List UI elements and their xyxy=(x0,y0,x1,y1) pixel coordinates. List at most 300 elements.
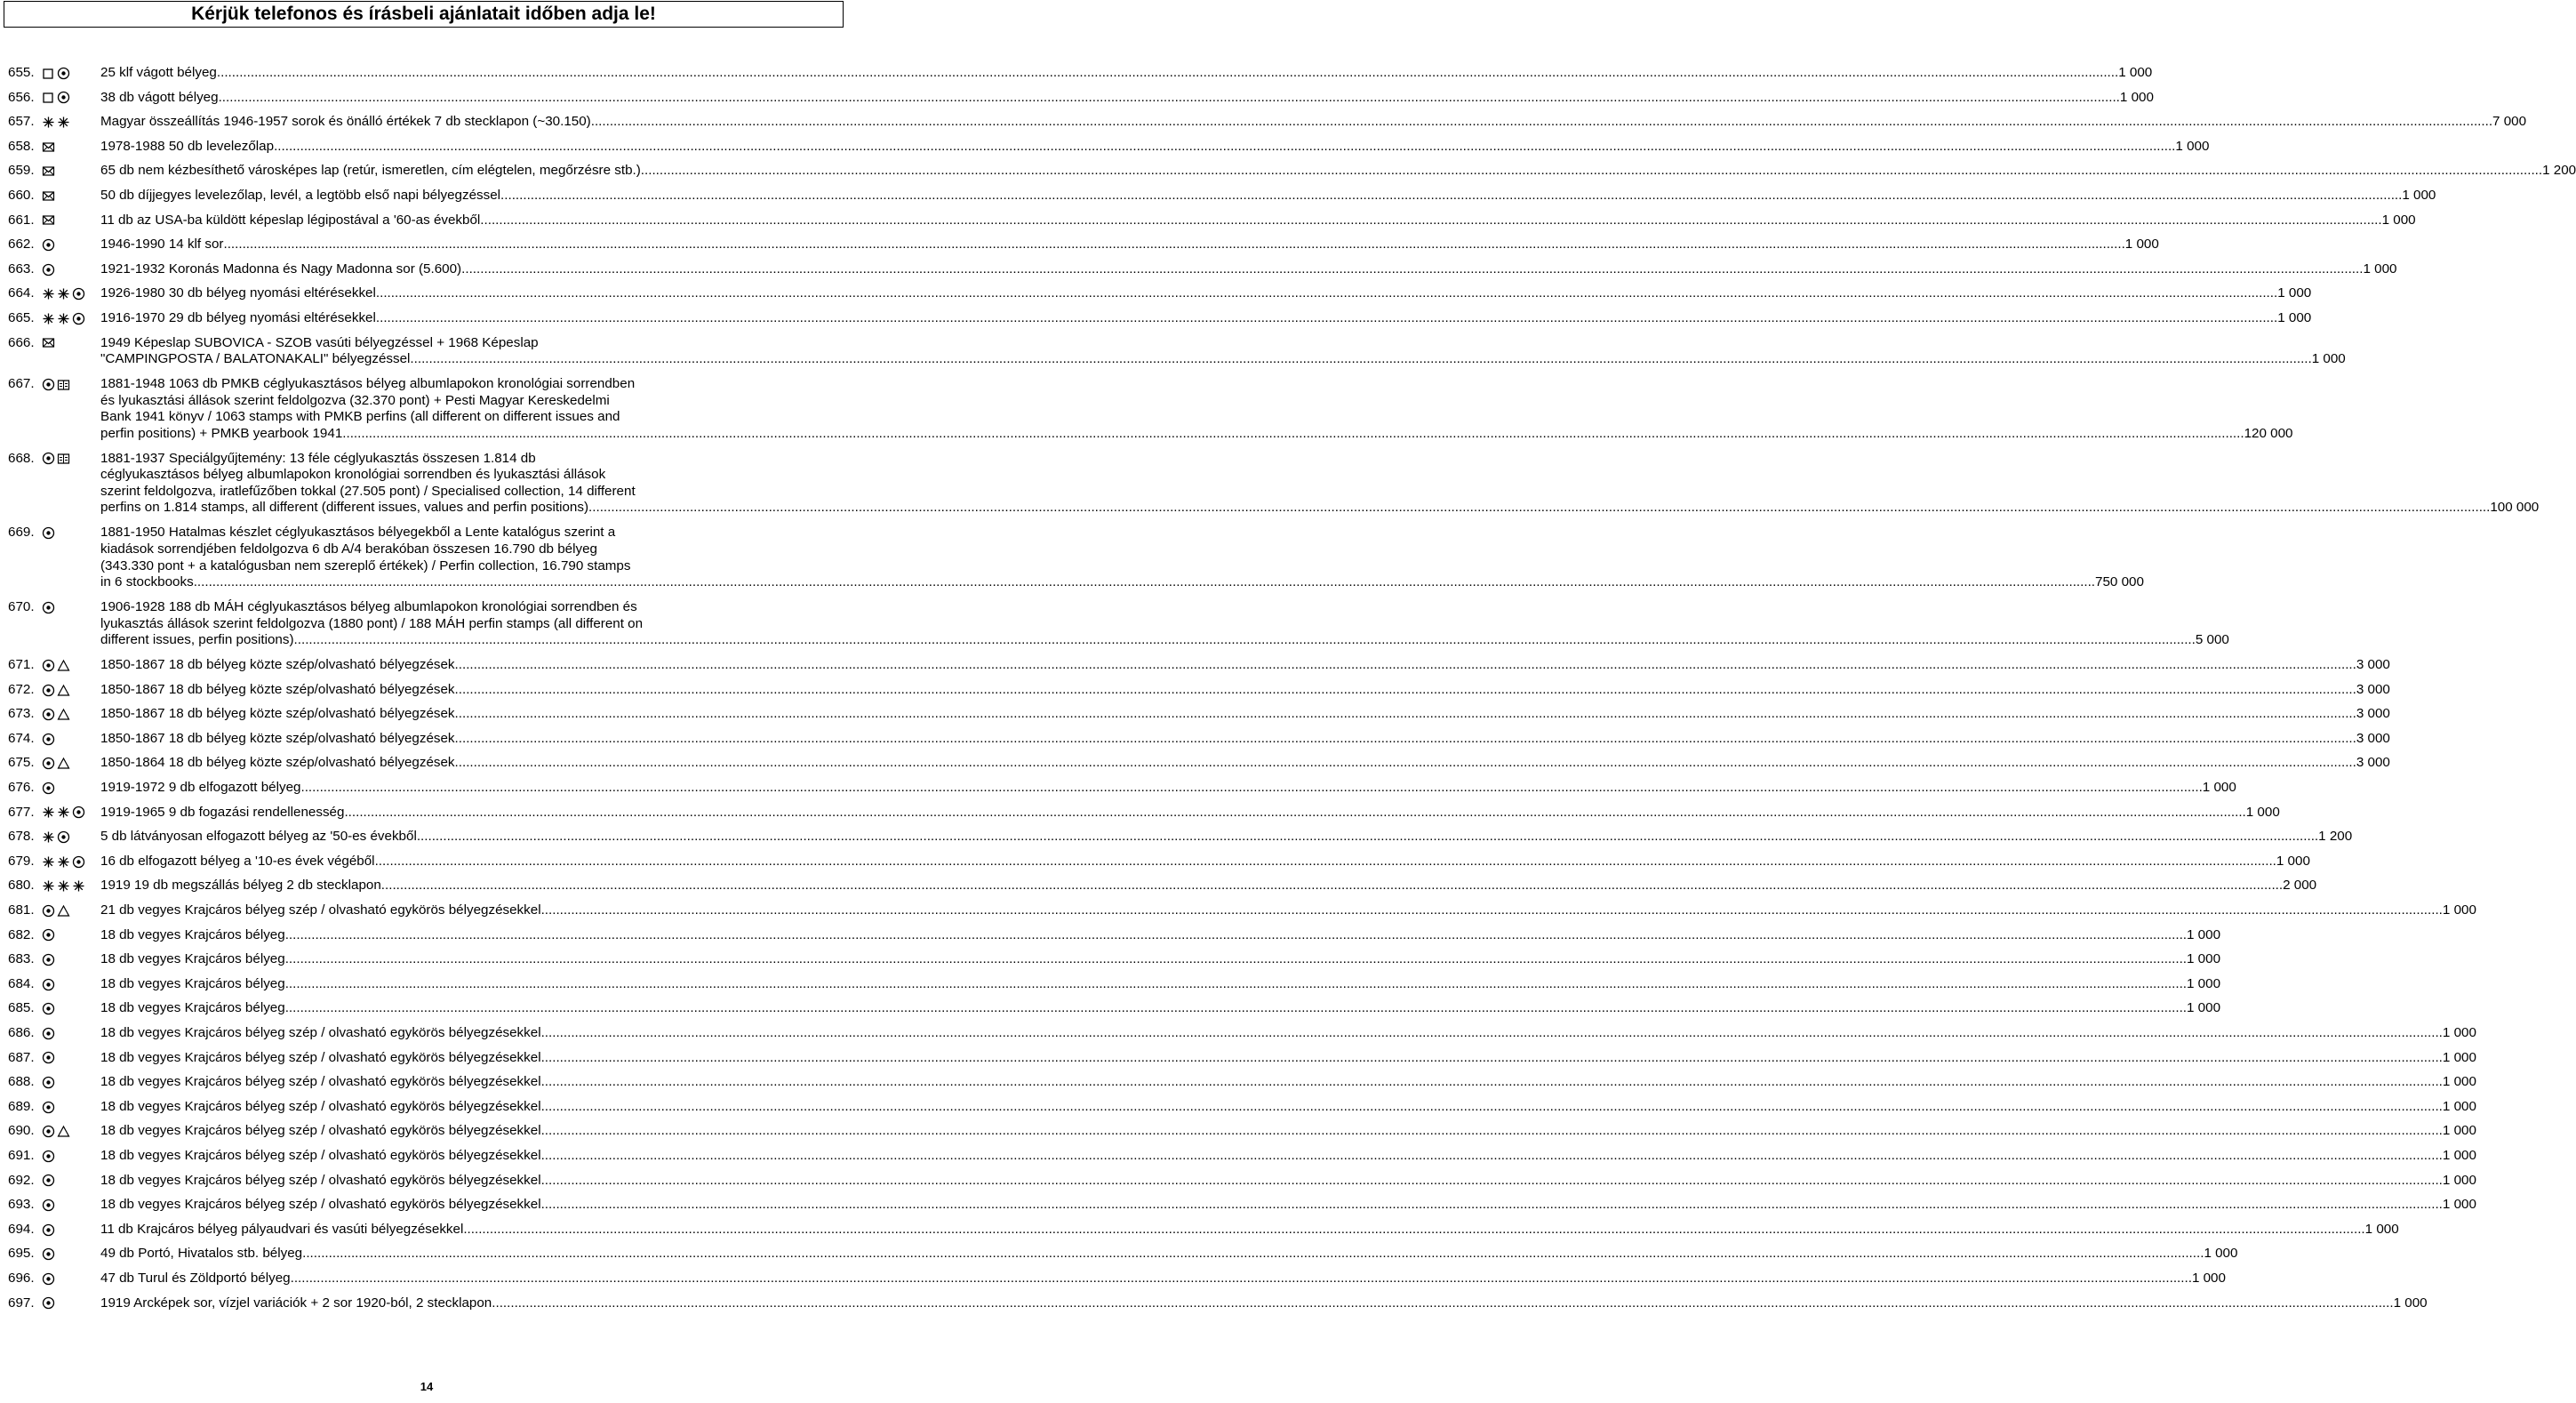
lot-row xyxy=(8,951,2221,976)
lot-row xyxy=(8,1197,2476,1222)
lot-number: 677. xyxy=(8,804,35,820)
lot-condition-icons xyxy=(38,525,100,541)
lot-row xyxy=(8,1123,2476,1148)
star-icon xyxy=(42,855,55,869)
lot-row xyxy=(8,1000,2221,1025)
dot-leader xyxy=(541,1099,2443,1116)
lot-number: 673. xyxy=(8,706,35,722)
stamp-used-icon xyxy=(72,855,85,869)
lot-last-line xyxy=(100,237,2159,253)
lot-condition-icons xyxy=(38,878,100,894)
dot-leader xyxy=(274,139,2175,156)
lot-last-line xyxy=(100,163,2576,180)
dot-leader xyxy=(285,951,2187,968)
stamp-used-icon xyxy=(42,1150,55,1163)
stamp-used-icon xyxy=(42,1027,55,1040)
lot-number: 674. xyxy=(8,730,35,746)
lot-row xyxy=(8,706,2390,731)
lot-price: 1 000 xyxy=(2442,1098,2476,1114)
dot-leader xyxy=(342,426,2244,443)
star-icon xyxy=(72,879,85,893)
lot-description-line: 1978-1988 50 db levelezőlap xyxy=(100,138,275,154)
lot-condition-icons xyxy=(38,1050,100,1067)
dot-leader xyxy=(194,574,2095,591)
dot-leader xyxy=(588,500,2490,517)
stamp-used-icon xyxy=(72,806,85,819)
lot-row xyxy=(8,212,2416,237)
lot-description-line: 25 klf vágott bélyeg xyxy=(100,65,217,80)
dot-leader xyxy=(300,780,2202,797)
lot-number: 682. xyxy=(8,926,35,942)
lot-description-line: 1926-1980 30 db bélyeg nyomási eltérésekkel xyxy=(100,285,376,301)
lot-description xyxy=(100,90,2154,115)
dot-leader xyxy=(376,285,2277,302)
lot-row xyxy=(8,261,2397,286)
lot-last-line xyxy=(100,65,2152,82)
lot-description-line: Magyar összeállítás 1946-1957 sorok és önálló értékek 7 db stecklapon (~30.150) xyxy=(100,114,591,130)
dot-leader xyxy=(375,854,2276,870)
lot-last-line xyxy=(100,1197,2476,1214)
lot-last-line xyxy=(100,854,2310,870)
lot-row xyxy=(8,730,2390,756)
lot-row xyxy=(8,975,2221,1001)
lot-price: 1 000 xyxy=(2442,1025,2476,1041)
stamp-used-icon xyxy=(42,1199,55,1212)
lot-number: 681. xyxy=(8,902,35,918)
lot-last-line xyxy=(100,1025,2476,1042)
lot-number: 663. xyxy=(8,261,35,277)
lot-last-line xyxy=(100,261,2396,278)
lot-description xyxy=(100,780,2236,805)
lot-description xyxy=(100,212,2416,237)
lot-description xyxy=(100,1222,2399,1247)
lot-description xyxy=(100,657,2390,682)
lot-condition-icons xyxy=(38,951,100,968)
lot-description-line: 18 db vegyes Krajcáros bélyeg xyxy=(100,951,285,967)
lot-last-line xyxy=(100,976,2220,993)
lot-condition-icons xyxy=(38,114,100,131)
star-icon xyxy=(57,855,70,869)
dot-leader xyxy=(541,1148,2443,1165)
lot-description-line: szerint feldolgozva, iratlefűzőben tokkal (27.505 pont) / Specialised collection, 14 different xyxy=(100,483,636,499)
lot-condition-icons xyxy=(38,310,100,327)
lot-price: 1 000 xyxy=(2187,975,2221,991)
lot-condition-icons xyxy=(38,1074,100,1091)
lot-number: 690. xyxy=(8,1123,35,1139)
lot-row xyxy=(8,525,2144,590)
lot-last-line xyxy=(100,927,2220,944)
lot-description xyxy=(100,599,2229,649)
dot-leader xyxy=(480,212,2381,229)
lot-number: 661. xyxy=(8,212,35,228)
lot-number: 678. xyxy=(8,829,35,845)
stamp-used-icon xyxy=(42,928,55,942)
lot-condition-icons xyxy=(38,1197,100,1214)
lot-number: 688. xyxy=(8,1074,35,1090)
lot-last-line xyxy=(100,902,2476,919)
lot-condition-icons xyxy=(38,854,100,870)
lot-description-line: 1919 Arcképek sor, vízjel variációk + 2 sor 1920-ból, 2 stecklapon xyxy=(100,1295,492,1311)
lot-description-line: 1919 19 db megszállás bélyeg 2 db stecklapon xyxy=(100,878,381,894)
lot-description-line: 5 db látványosan elfogazott bélyeg az '50-es évekből xyxy=(100,829,417,845)
lot-description xyxy=(100,1271,2226,1295)
lot-description xyxy=(100,1000,2220,1025)
lot-description xyxy=(100,731,2390,756)
lot-description-line: 1921-1932 Koronás Madonna és Nagy Madonna sor (5.600) xyxy=(100,261,462,277)
lot-condition-icons xyxy=(38,335,100,352)
lot-price: 1 000 xyxy=(2442,1074,2476,1090)
lot-number: 667. xyxy=(8,376,35,392)
lot-last-line xyxy=(100,1074,2476,1091)
stamp-used-icon xyxy=(42,1174,55,1187)
dot-leader xyxy=(541,902,2443,919)
lot-description-line: 1850-1864 18 db bélyeg közte szép/olvasható bélyegzések xyxy=(100,755,455,771)
lot-price: 1 000 xyxy=(2245,804,2280,820)
lot-condition-icons xyxy=(38,829,100,846)
lot-price: 1 000 xyxy=(2187,951,2221,967)
page-number: 14 xyxy=(420,1380,434,1393)
lot-row xyxy=(8,1295,2428,1320)
lot-row xyxy=(8,902,2476,927)
banner-title: Kérjük telefonos és írásbeli ajánlatait időben adja le! xyxy=(191,4,656,24)
lot-last-line xyxy=(100,1099,2476,1116)
lot-description xyxy=(100,261,2396,286)
lot-last-line xyxy=(100,755,2390,772)
lot-description-line: 1919-1972 9 db elfogazott bélyeg xyxy=(100,780,301,796)
lot-number: 660. xyxy=(8,187,35,203)
lot-condition-icons xyxy=(38,212,100,229)
lot-number: 675. xyxy=(8,755,35,771)
lot-number: 697. xyxy=(8,1295,35,1311)
lot-description-line: 18 db vegyes Krajcáros bélyeg szép / olvasható egykörös bélyegzésekkel xyxy=(100,1147,541,1163)
lot-number: 685. xyxy=(8,1000,35,1016)
lot-row xyxy=(8,755,2390,780)
stamp-used-icon xyxy=(42,1076,55,1089)
lot-last-line xyxy=(100,574,2144,591)
dot-leader xyxy=(219,90,2120,107)
lot-description xyxy=(100,1246,2237,1271)
lot-row xyxy=(8,780,2236,805)
lot-number: 672. xyxy=(8,681,35,697)
star-icon xyxy=(57,806,70,819)
lot-row xyxy=(8,804,2280,830)
stamp-used-icon xyxy=(42,1051,55,1064)
lot-row xyxy=(8,114,2527,139)
lot-last-line xyxy=(100,426,2293,443)
lot-last-line xyxy=(100,878,2316,894)
lot-last-line xyxy=(100,951,2220,968)
lot-description xyxy=(100,1074,2476,1099)
lot-condition-icons xyxy=(38,976,100,993)
lot-row xyxy=(8,1074,2476,1099)
lot-price: 1 000 xyxy=(2124,237,2159,253)
lot-condition-icons xyxy=(38,731,100,748)
lot-last-line xyxy=(100,805,2280,822)
triangle-icon xyxy=(57,684,70,697)
lot-description-line: in 6 stockbooks xyxy=(100,574,194,590)
lot-price: 1 000 xyxy=(2277,285,2312,301)
lot-description xyxy=(100,927,2220,952)
lot-number: 670. xyxy=(8,599,35,615)
page-banner xyxy=(4,1,844,28)
dot-leader xyxy=(541,1025,2443,1042)
lot-row xyxy=(8,1270,2226,1295)
envelope-icon xyxy=(42,213,55,227)
lot-price: 1 000 xyxy=(2442,1172,2476,1188)
lot-description xyxy=(100,706,2390,731)
lot-description-line: és lyukasztási állások szerint feldolgozva (32.370 pont) + Pesti Magyar Kereskedelmi xyxy=(100,392,610,408)
star-icon xyxy=(57,116,70,129)
lot-description xyxy=(100,854,2310,878)
lot-number: 671. xyxy=(8,657,35,673)
lot-last-line xyxy=(100,351,2346,368)
dot-leader xyxy=(381,878,2283,894)
lot-row xyxy=(8,1246,2238,1271)
lot-condition-icons xyxy=(38,90,100,107)
stamp-used-icon xyxy=(42,1272,55,1286)
lot-price: 1 000 xyxy=(2402,187,2436,203)
lot-description xyxy=(100,451,2539,517)
lot-row xyxy=(8,657,2390,682)
lot-description-line: 1850-1867 18 db bélyeg közte szép/olvasható bélyegzések xyxy=(100,730,455,746)
lot-condition-icons xyxy=(38,706,100,723)
lot-description-line: 18 db vegyes Krajcáros bélyeg szép / olvasható egykörös bélyegzésekkel xyxy=(100,1049,541,1065)
triangle-icon xyxy=(57,757,70,770)
dot-leader xyxy=(455,657,2356,674)
lot-number: 684. xyxy=(8,975,35,991)
lot-number: 696. xyxy=(8,1270,35,1286)
lot-condition-icons xyxy=(38,1222,100,1239)
lot-condition-icons xyxy=(38,927,100,944)
lot-last-line xyxy=(100,139,2209,156)
lot-description-line: "CAMPINGPOSTA / BALATONAKALI" bélyegzéssel xyxy=(100,351,411,367)
lot-price: 1 000 xyxy=(2118,65,2153,80)
lot-row xyxy=(8,1025,2476,1050)
lot-condition-icons xyxy=(38,376,100,393)
envelope-icon xyxy=(42,140,55,154)
lot-description-line: 18 db vegyes Krajcáros bélyeg szép / olvasható egykörös bélyegzésekkel xyxy=(100,1172,541,1188)
lot-condition-icons xyxy=(38,139,100,156)
lot-price: 1 000 xyxy=(2363,261,2397,277)
dot-leader xyxy=(541,1074,2443,1091)
lot-description xyxy=(100,376,2293,442)
lot-condition-icons xyxy=(38,1099,100,1116)
lot-description-line: céglyukasztásos bélyeg albumlapokon kronológiai sorrendben és lyukasztási állások xyxy=(100,467,606,483)
dot-leader xyxy=(492,1295,2393,1312)
lot-price: 1 000 xyxy=(2442,1147,2476,1163)
lot-row xyxy=(8,599,2229,649)
lot-number: 662. xyxy=(8,237,35,253)
lot-row xyxy=(8,376,2293,442)
dot-leader xyxy=(541,1173,2443,1190)
stamp-used-icon xyxy=(57,830,70,844)
lot-row xyxy=(8,237,2159,261)
dot-leader xyxy=(302,1246,2204,1263)
block-icon xyxy=(42,67,55,80)
lot-row xyxy=(8,187,2436,212)
lot-number: 657. xyxy=(8,114,35,130)
lot-description-line: 1946-1990 14 klf sor xyxy=(100,237,224,253)
lot-condition-icons xyxy=(38,451,100,468)
lot-last-line xyxy=(100,1246,2237,1263)
lot-number: 669. xyxy=(8,525,35,541)
lot-row xyxy=(8,1172,2476,1198)
lot-number: 683. xyxy=(8,951,35,967)
lot-description-line: 21 db vegyes Krajcáros bélyeg szép / olvasható egykörös bélyegzésekkel xyxy=(100,902,541,918)
lot-price: 3 000 xyxy=(2356,706,2390,722)
stamp-used-icon xyxy=(72,312,85,325)
lot-row xyxy=(8,450,2540,517)
lot-description-line: 1850-1867 18 db bélyeg közte szép/olvasható bélyegzések xyxy=(100,657,455,673)
lot-price: 3 000 xyxy=(2356,730,2390,746)
lot-price: 1 000 xyxy=(2442,1123,2476,1139)
stamp-used-icon xyxy=(42,452,55,465)
lot-row xyxy=(8,334,2346,368)
lot-description xyxy=(100,310,2311,335)
lot-description-line: 16 db elfogazott bélyeg a '10-es évek végéből xyxy=(100,853,375,869)
lot-condition-icons xyxy=(38,657,100,674)
lot-description-line: 18 db vegyes Krajcáros bélyeg xyxy=(100,926,285,942)
dot-leader xyxy=(461,261,2363,278)
lot-description xyxy=(100,1197,2476,1222)
lot-row xyxy=(8,681,2390,707)
lot-last-line xyxy=(100,780,2236,797)
lot-row xyxy=(8,1098,2476,1124)
lot-number: 679. xyxy=(8,853,35,869)
lot-last-line xyxy=(100,1295,2428,1312)
lot-description xyxy=(100,1025,2476,1050)
star-icon xyxy=(57,879,70,893)
triangle-icon xyxy=(57,1125,70,1138)
lot-description xyxy=(100,237,2159,261)
lot-price: 1 000 xyxy=(2442,902,2476,918)
stamp-used-icon xyxy=(42,1296,55,1310)
lot-condition-icons xyxy=(38,261,100,278)
star-icon xyxy=(42,830,55,844)
lot-last-line xyxy=(100,212,2416,229)
dot-leader xyxy=(541,1050,2443,1067)
lot-price: 120 000 xyxy=(2244,425,2293,441)
lot-number: 687. xyxy=(8,1049,35,1065)
lot-description xyxy=(100,335,2346,368)
lot-description-line: 18 db vegyes Krajcáros bélyeg szép / olvasható egykörös bélyegzésekkel xyxy=(100,1025,541,1041)
lot-last-line xyxy=(100,1000,2220,1017)
lot-condition-icons xyxy=(38,65,100,82)
dot-leader xyxy=(285,1000,2187,1017)
dot-leader xyxy=(463,1222,2364,1239)
dot-leader xyxy=(291,1271,2192,1287)
stamp-used-icon xyxy=(42,378,55,391)
stamp-used-icon xyxy=(72,287,85,301)
lot-description-line: 1881-1948 1063 db PMKB céglyukasztásos bélyeg albumlapokon kronológiai sorrendben xyxy=(100,376,636,392)
lot-description xyxy=(100,1295,2428,1320)
lot-description-line: 1919-1965 9 db fogazási rendellenesség xyxy=(100,804,345,820)
stamp-used-icon xyxy=(57,67,70,80)
stamp-used-icon xyxy=(42,782,55,795)
lot-row xyxy=(8,1147,2476,1173)
lot-price: 1 000 xyxy=(2191,1270,2226,1286)
lot-description-line: 1850-1867 18 db bélyeg közte szép/olvasható bélyegzések xyxy=(100,706,455,722)
star-icon xyxy=(57,312,70,325)
lot-price: 1 000 xyxy=(2187,1000,2221,1016)
lot-price: 1 000 xyxy=(2187,926,2221,942)
lot-row xyxy=(8,1049,2476,1075)
lot-number: 676. xyxy=(8,780,35,796)
block-icon xyxy=(42,91,55,104)
dot-leader xyxy=(344,805,2245,822)
lot-description xyxy=(100,188,2436,212)
lot-condition-icons xyxy=(38,188,100,204)
lot-description-line: 47 db Turul és Zöldportó bélyeg xyxy=(100,1270,291,1286)
star-icon xyxy=(42,287,55,301)
lot-description xyxy=(100,682,2390,707)
lot-description xyxy=(100,525,2144,590)
lot-description-line: 1850-1867 18 db bélyeg közte szép/olvasható bélyegzések xyxy=(100,681,455,697)
lot-price: 1 200 xyxy=(2318,829,2353,845)
lot-description xyxy=(100,285,2311,310)
lot-number: 691. xyxy=(8,1147,35,1163)
envelope-icon xyxy=(42,336,55,349)
lot-last-line xyxy=(100,706,2390,723)
dot-leader xyxy=(455,706,2356,723)
lot-description-line: 38 db vágott bélyeg xyxy=(100,89,219,105)
lot-number: 659. xyxy=(8,163,35,179)
stamp-used-icon xyxy=(42,263,55,277)
triangle-icon xyxy=(57,904,70,918)
lot-price: 1 000 xyxy=(2393,1295,2428,1311)
star-icon xyxy=(42,312,55,325)
dot-leader xyxy=(641,163,2542,180)
lot-description-line: Bank 1941 könyv / 1063 stamps with PMKB perfins (all different on different issues and xyxy=(100,409,620,425)
lot-price: 1 000 xyxy=(2311,351,2346,367)
lot-description-line: kiadások sorrendjében feldolgozva 6 db A/4 berakóban összesen 16.790 db bélyeg xyxy=(100,541,597,557)
lot-description-line: 1881-1937 Speciálgyűjtemény: 13 féle céglyukasztás összesen 1.814 db xyxy=(100,450,536,466)
lot-number: 680. xyxy=(8,878,35,894)
lot-last-line xyxy=(100,1123,2476,1140)
lot-description-line: lyukasztás állások szerint feldolgozva (1880 pont) / 188 MÁH perfin stamps (all different on xyxy=(100,615,644,631)
stamp-used-icon xyxy=(57,91,70,104)
lot-last-line xyxy=(100,90,2154,107)
lot-price: 750 000 xyxy=(2095,574,2144,590)
lot-description-line: 1916-1970 29 db bélyeg nyomási eltérésekkel xyxy=(100,309,376,325)
stamp-used-icon xyxy=(42,1125,55,1138)
lot-description-line: 18 db vegyes Krajcáros bélyeg szép / olvasható egykörös bélyegzésekkel xyxy=(100,1123,541,1139)
lot-number: 686. xyxy=(8,1025,35,1041)
lot-price: 7 000 xyxy=(2492,114,2527,130)
lot-last-line xyxy=(100,188,2436,204)
stamp-used-icon xyxy=(42,953,55,966)
lot-last-line xyxy=(100,657,2390,674)
lot-number: 655. xyxy=(8,65,35,80)
lot-description xyxy=(100,951,2220,976)
triangle-icon xyxy=(57,659,70,672)
lot-last-line xyxy=(100,1222,2399,1239)
lot-price: 1 000 xyxy=(2364,1221,2399,1237)
lot-condition-icons xyxy=(38,237,100,253)
lot-number: 665. xyxy=(8,309,35,325)
lot-row xyxy=(8,163,2576,188)
stamp-used-icon xyxy=(42,684,55,697)
lot-condition-icons xyxy=(38,682,100,699)
lot-condition-icons xyxy=(38,285,100,302)
lot-price: 1 000 xyxy=(2442,1049,2476,1065)
lot-price: 1 000 xyxy=(2202,780,2236,796)
lot-condition-icons xyxy=(38,163,100,180)
lot-description xyxy=(100,976,2220,1001)
lot-description xyxy=(100,1050,2476,1075)
lot-condition-icons xyxy=(38,1148,100,1165)
lot-description-line: 11 db az USA-ba küldött képeslap légipostával a '60-as évekből xyxy=(100,212,481,228)
